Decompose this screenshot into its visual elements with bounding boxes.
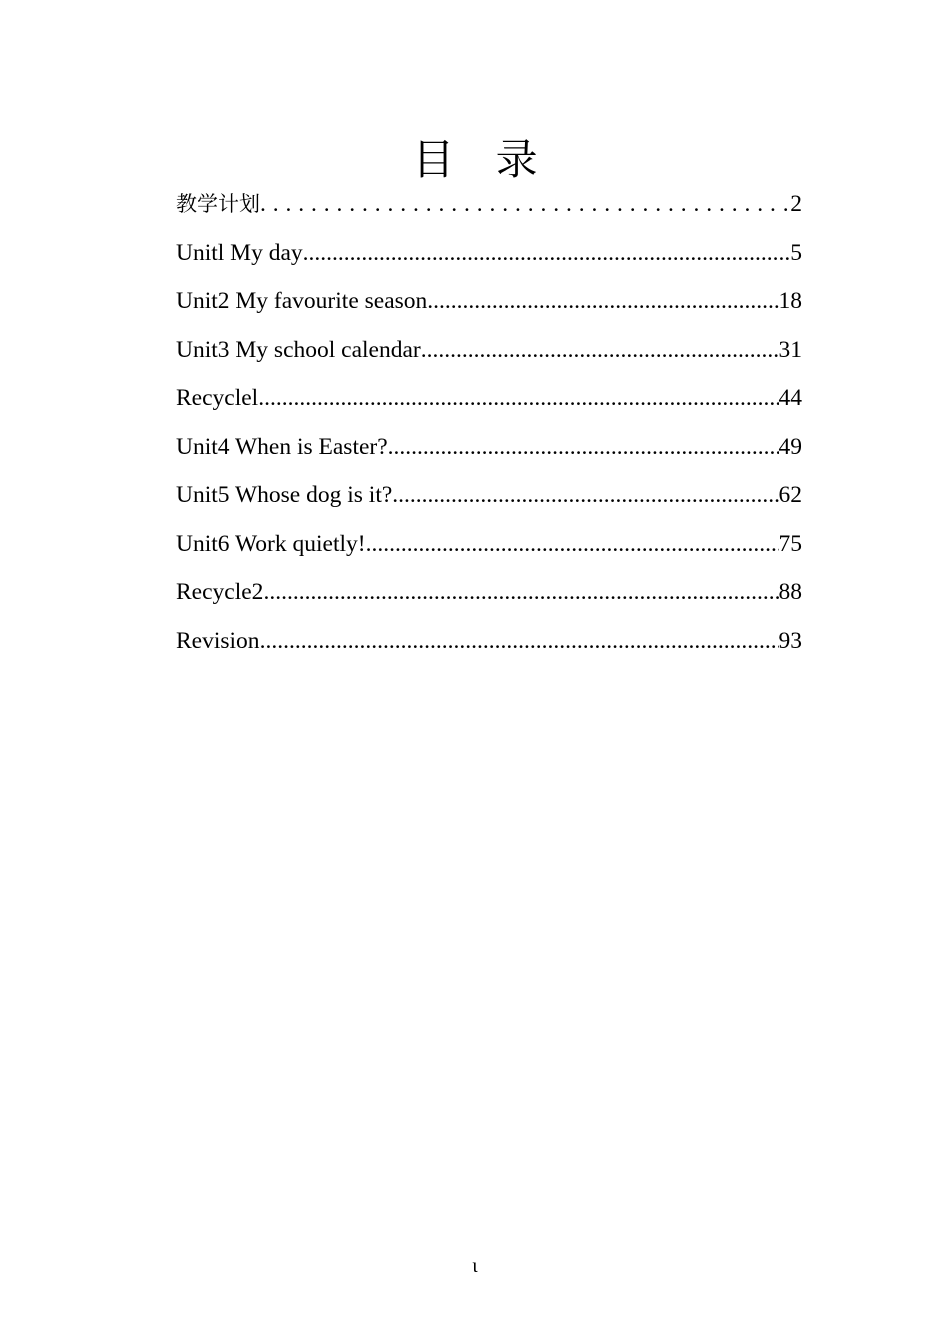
toc-entry-unit6[interactable] xyxy=(176,520,802,569)
toc-entry-page: 5 xyxy=(790,239,802,266)
toc-entry-unit3[interactable] xyxy=(176,326,802,375)
toc-dot-leader xyxy=(303,229,791,278)
toc-entry-unit2[interactable] xyxy=(176,277,802,326)
toc-entry-label: Unit2 My favourite season xyxy=(176,288,428,314)
toc-entry-page: 49 xyxy=(778,433,802,460)
toc-entry-label: 教学计划 xyxy=(176,192,260,216)
toc-dot-leader xyxy=(366,520,779,569)
toc-entry-unit5[interactable] xyxy=(176,471,802,520)
toc-entry-recycle1[interactable] xyxy=(176,374,802,423)
toc-entry-page: 2 xyxy=(790,191,802,217)
toc-entry-revision[interactable] xyxy=(176,617,802,666)
toc-dot-leader xyxy=(263,568,778,617)
toc-entry-unit1[interactable] xyxy=(176,229,802,278)
toc-entry-page: 44 xyxy=(778,385,802,411)
toc-entry-label: Revision xyxy=(176,627,260,654)
toc-entry-label: Unit4 When is Easter? xyxy=(176,433,388,460)
toc-dot-leader xyxy=(427,277,778,326)
toc-dot-leader xyxy=(392,471,778,520)
toc-entry-label: Recycle2 xyxy=(176,579,264,605)
toc-entry-page: 62 xyxy=(778,482,802,508)
toc-dot-leader xyxy=(258,374,778,423)
toc-entry-recycle2[interactable] xyxy=(176,568,802,617)
page-title: 目 录 xyxy=(412,135,552,185)
toc-entry-teaching-plan[interactable] xyxy=(176,180,802,229)
toc-entry-label: Unit5 Whose dog is it? xyxy=(176,482,393,508)
toc-entry-page: 18 xyxy=(778,288,802,314)
toc-entry-label: Unitl My day xyxy=(176,239,303,266)
toc-dot-leader xyxy=(260,617,779,666)
toc-entry-page: 31 xyxy=(778,336,802,363)
toc-entry-unit4[interactable] xyxy=(176,423,802,472)
toc-dot-leader xyxy=(260,180,790,229)
table-of-contents xyxy=(176,180,802,665)
toc-entry-page: 93 xyxy=(778,627,802,654)
toc-entry-label: Recyclel xyxy=(176,385,259,411)
toc-entry-page: 88 xyxy=(778,579,802,605)
toc-entry-page: 75 xyxy=(778,530,802,557)
toc-entry-label: Unit6 Work quietly! xyxy=(176,530,366,557)
page-number: ι xyxy=(472,1255,478,1277)
toc-dot-leader xyxy=(388,423,779,472)
toc-dot-leader xyxy=(421,326,779,375)
toc-entry-label: Unit3 My school calendar xyxy=(176,336,421,363)
